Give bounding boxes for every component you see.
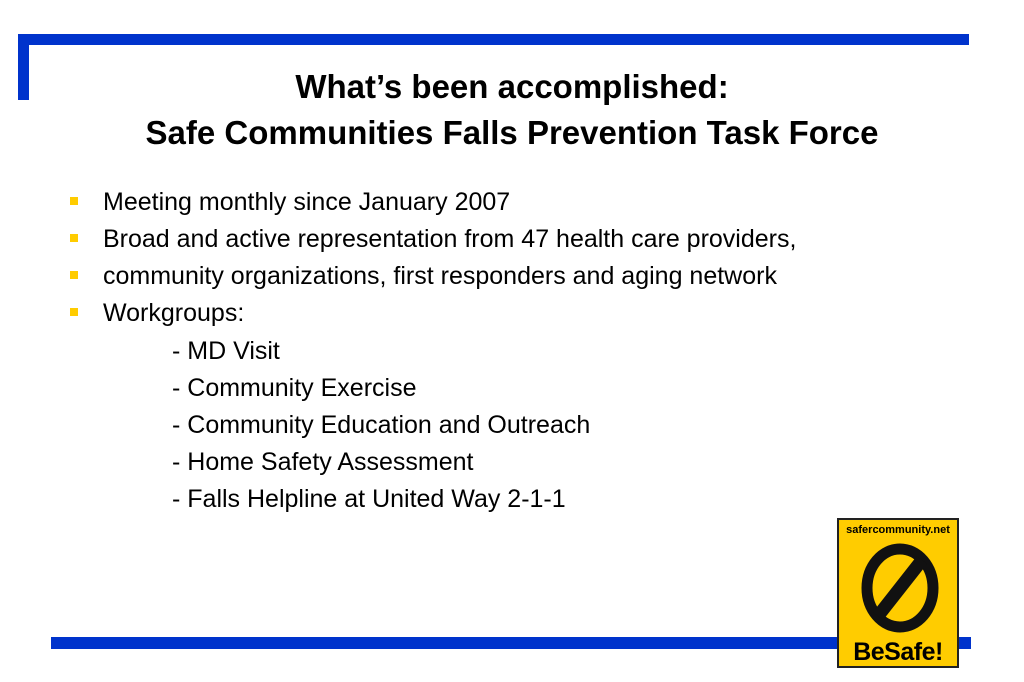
bullet-square-icon <box>70 234 78 242</box>
workgroup-item: - MD Visit <box>172 337 280 365</box>
bullet-square-icon <box>70 197 78 205</box>
bullet-text: Meeting monthly since January 2007 <box>103 188 511 216</box>
no-symbol-icon <box>860 542 940 634</box>
bullet-item <box>68 258 796 295</box>
bullet-square-icon <box>70 271 78 279</box>
bullet-list <box>68 184 796 332</box>
workgroup-item: - Home Safety Assessment <box>172 448 474 476</box>
slide-title-line-1: What’s been accomplished: <box>295 68 729 105</box>
bullet-text: Broad and active representation from 47 health care providers, <box>103 225 797 253</box>
workgroup-item: - Community Exercise <box>172 374 417 402</box>
workgroup-item: - Community Education and Outreach <box>172 411 591 439</box>
top-accent-bar <box>18 34 969 45</box>
logo-brand-text: BeSafe! <box>853 638 943 666</box>
workgroup-list <box>172 333 590 518</box>
bullet-item <box>68 184 796 221</box>
bullet-text: community organizations, first responders and aging network <box>103 262 777 290</box>
bullet-item <box>68 295 796 332</box>
workgroup-item: - Falls Helpline at United Way 2-1-1 <box>172 485 566 513</box>
bullet-item <box>68 221 796 258</box>
bottom-accent-bar <box>51 637 971 649</box>
bullet-text: Workgroups: <box>103 299 245 327</box>
slide-title <box>0 64 1024 156</box>
bullet-square-icon <box>70 308 78 316</box>
logo-url-text: safercommunity.net <box>846 524 950 536</box>
slide-title-line-2: Safe Communities Falls Prevention Task Force <box>145 114 879 151</box>
besafe-logo <box>837 518 959 668</box>
